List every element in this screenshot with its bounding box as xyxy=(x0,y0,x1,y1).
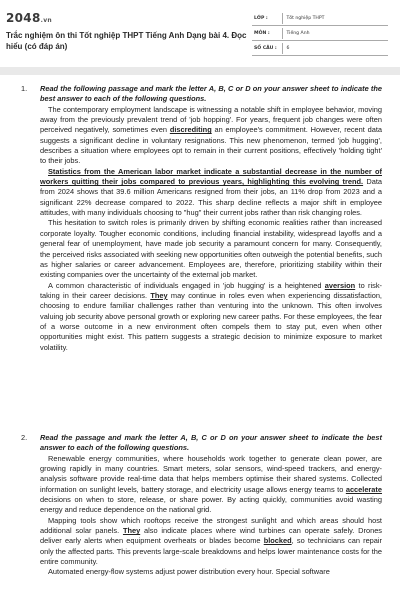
meta-separator xyxy=(282,13,283,24)
question-body xyxy=(40,433,382,578)
meta-separator xyxy=(282,43,283,54)
underlined-word: blocked xyxy=(263,536,292,546)
page-header xyxy=(0,0,400,66)
meta-row-subject xyxy=(252,26,388,41)
question-body xyxy=(40,84,382,353)
logo-suffix: .vn xyxy=(40,17,52,24)
meta-value: Tiếng Anh xyxy=(286,30,310,36)
underlined-sentence: Statistics from the American labor market indicate a substantial decrease in the number of workers quitting their jobs compared to previous years, highlighting this evolving trend. xyxy=(40,166,382,187)
passage-paragraph: Automated energy-flow systems adjust power distribution every hour. Special software xyxy=(48,567,330,577)
meta-row-grade xyxy=(252,11,388,26)
logo-text: 2048 xyxy=(6,11,41,25)
passage-paragraph: Statistics from the American labor market indicate a substantial decrease in the number of workers quitting their jobs compared to previous years, highlighting this evolving trend. Data from 2024 shows that 39.6 million Americans resigned from their jobs, an 11% drop from 2023 and a significant 22% decrease compared to 2022. This sharp decline reflects a major shift in employee attitudes, with many individuals choosing to "hug" their current jobs rather than risk changing roles. xyxy=(40,166,382,218)
passage-paragraph: Mapping tools show which rooftops receive the strongest sunlight and which areas should host additional solar panels. They also indicate places where wind turbines can operate safely. Drones deliver early alerts when equipment overheats or blades become blocked, so technicians can repair only the affected parts. This prevents large-scale breakdowns and helps lower maintenance costs for the entire community. xyxy=(40,515,383,567)
passage-paragraph: This hesitation to switch roles is primarily driven by shifting economic realities rather than increased corporate loyalty. Tougher economic conditions, including financial instability, widespread layoffs and a general fear of unemployment, have made job security a paramount concern for many. Consequently, the perceived risks associated with seeking new opportunities often outweigh the potential benefits, such as higher salaries or career advancement. Employees are, therefore, prioritizing stability within their existing companies over the uncertainty of the external job market. xyxy=(40,218,382,280)
meta-key: MÔN : xyxy=(254,30,270,36)
meta-separator xyxy=(282,28,283,39)
meta-row-question-count xyxy=(252,41,388,56)
meta-key: SỐ CÂU : xyxy=(254,45,277,51)
underlined-word: accelerate xyxy=(345,484,382,494)
passage-paragraph: The contemporary employment landscape is witnessing a notable shift in employee behavior, moving away from the previously prevalent trend of 'job hopping'. For years, frequent job changes were often perceived negatively, sometimes even discrediting an employee's commitment. However, recent data suggests a significant decline in voluntary resignations. This new phenomenon, termed 'job hugging', describes a situation where employees opt to remain in their current positions, effectively 'holding tight' to their jobs. xyxy=(40,104,382,166)
question-instruction: Read the passage and mark the letter A, B, C or D on your answer sheet to indicate the best answer to each of the following questions. xyxy=(40,433,382,453)
question-instruction: Read the following passage and mark the letter A, B, C or D on your answer sheet to indicate the best answer to each of the following questions. xyxy=(40,84,382,104)
underlined-word: discrediting xyxy=(169,125,212,135)
underlined-word: They xyxy=(122,526,141,536)
site-logo[interactable] xyxy=(6,11,52,25)
meta-value: Tốt nghiệp THPT xyxy=(286,15,325,21)
question-number: 1. xyxy=(21,84,28,93)
underlined-word: They xyxy=(150,290,168,300)
underlined-word: aversion xyxy=(324,280,356,290)
passage-paragraph: A common characteristic of individuals engaged in 'job hugging' is a heightened aversion to risk-taking in their career decisions. They may continue in roles even when experiencing dissatisfaction, choosing to endure familiar challenges rather than venturing into the unknown. This often involves valuing job security above personal growth or exploring new career paths. For these employees, the fear of a worse outcome in a new environment often compels them to stay put, even when other opportunities might exist. This pattern suggests a strategic decision to minimize exposure to market volatility. xyxy=(40,280,382,352)
meta-key: LỚP : xyxy=(254,15,268,21)
section-divider xyxy=(0,67,400,75)
meta-value: 6 xyxy=(286,45,290,51)
question-content[interactable] xyxy=(0,76,400,600)
document-title: Trắc nghiệm ôn thi Tốt nghiệp THPT Tiếng Anh Dạng bài 4. Đọc hiểu (có đáp án) xyxy=(6,31,247,51)
document-meta-table xyxy=(252,11,388,56)
passage-paragraph: Renewable energy communities, where households work together to generate clean power, are growing rapidly in many countries. Smart meters, solar sensors, wind-speed trackers, and energy-analysis software provide real-time data that helps members optimise their shared systems. Collected information on sunlight levels, battery storage, and electricity usage allows energy teams to accelerate decisions on when to store, release, or share power. By acting quickly, communities avoid wasting energy and reduce dependence on the national grid. xyxy=(40,453,382,515)
question-number: 2. xyxy=(21,433,28,442)
